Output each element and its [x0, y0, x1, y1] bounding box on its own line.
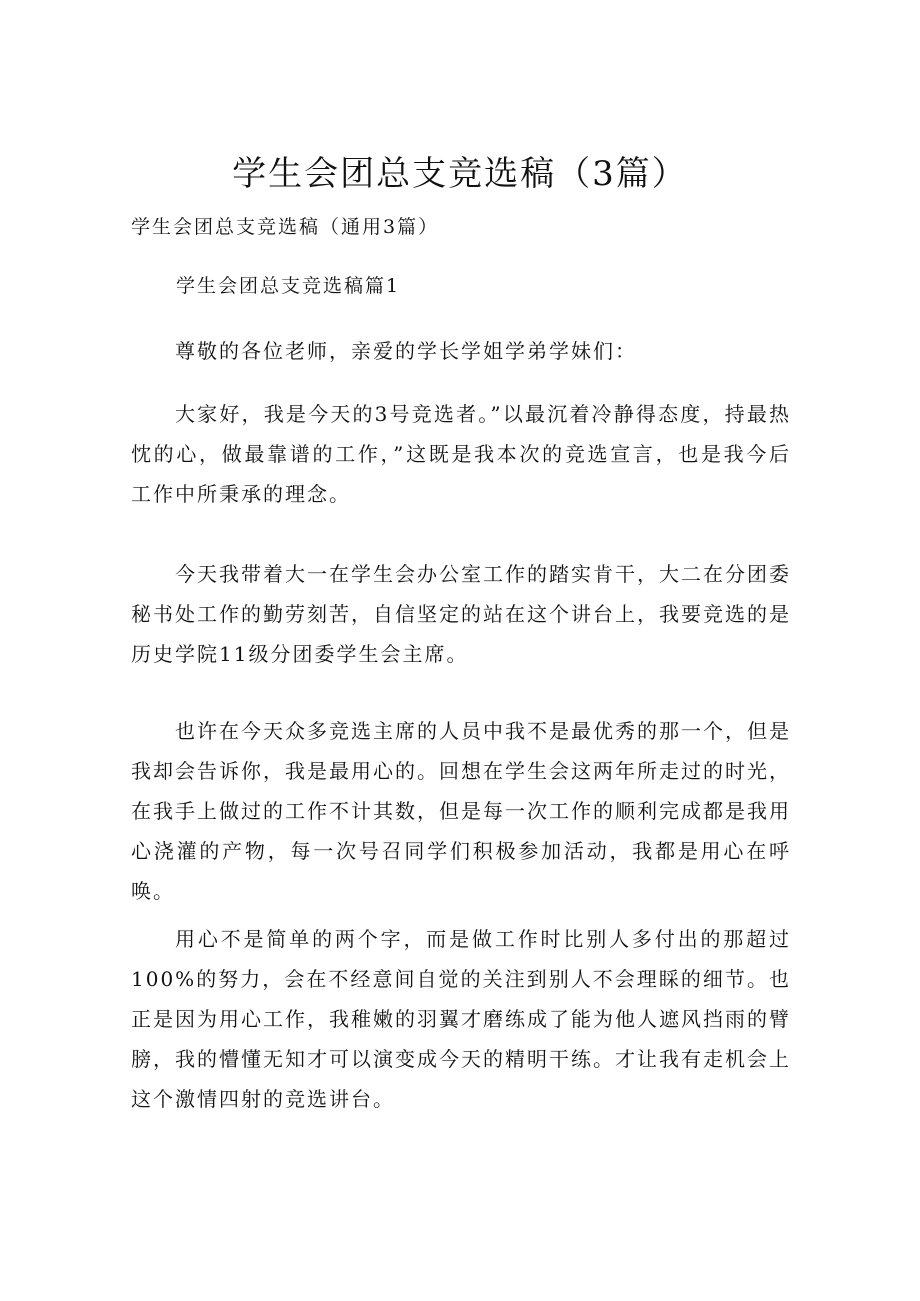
- document-title: 学生会团总支竞选稿（3篇）: [232, 154, 688, 194]
- document-subtitle: 学生会团总支竞选稿（通用3篇）: [131, 216, 440, 238]
- paragraph-dedication: 也许在今天众多竞选主席的人员中我不是最优秀的那一个，但是我却会告诉你，我是最用心的。回想在学生会这两年所走过的时光，在我手上做过的工作不计其数，但是每一次工作的顺利完成都是我用心浇灌的产物，每一次号召同学们积极参加活动，我都是用心在呼唤。: [131, 719, 791, 903]
- paragraph-experience: 今天我带着大一在学生会办公室工作的踏实肯干，大二在分团委秘书处工作的勤劳刻苦，自信坚定的站在这个讲台上，我要竞选的是历史学院11级分团委学生会主席。: [131, 562, 791, 666]
- paragraph-effort: 用心不是简单的两个字，而是做工作时比别人多付出的那超过100%的努力，会在不经意间自觉的关注到别人不会理睬的细节。也正是因为用心工作，我稚嫩的羽翼才磨练成了能为他人遮风挡雨的臂膀，我的懵懂无知才可以演变成今天的精明干练。才让我有走机会上这个激情四射的竞选讲台。: [131, 927, 791, 1111]
- section-heading: 学生会团总支竞选稿篇1: [176, 275, 401, 297]
- paragraph-greeting: 尊敬的各位老师，亲爱的学长学姐学弟学妹们：: [175, 339, 637, 363]
- paragraph-declaration: 大家好，我是今天的3号竞选者。”以最沉着冷静得态度，持最热忱的心，做最靠谱的工作，”这既是我本次的竞选宣言，也是我今后工作中所秉承的理念。: [131, 402, 791, 506]
